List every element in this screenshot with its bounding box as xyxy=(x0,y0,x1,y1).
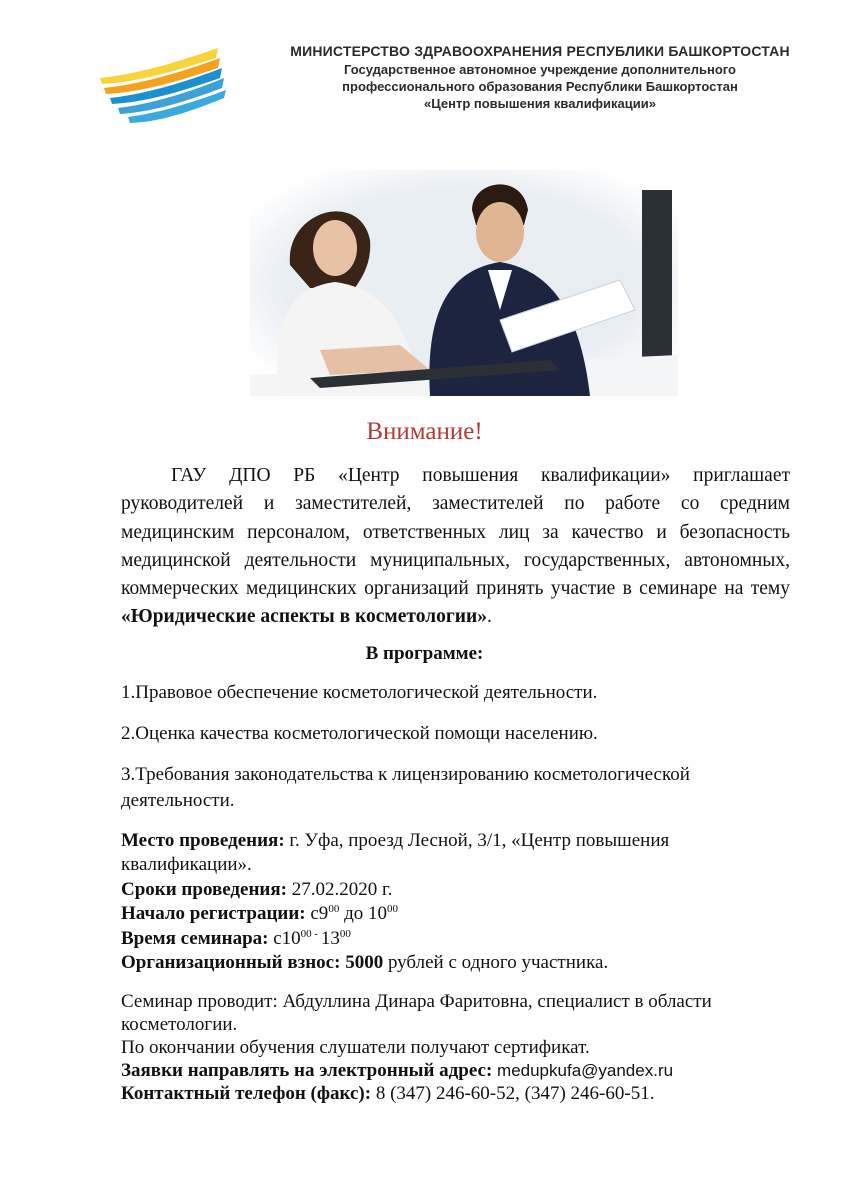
venue-value: г. Уфа, проезд Лесной, 3/1, «Центр повышения квалификации». xyxy=(121,830,670,876)
time-from: с10 xyxy=(268,927,301,949)
dates-line xyxy=(121,878,790,902)
dates-label: Сроки проведения: xyxy=(121,878,287,900)
photo-illustration xyxy=(250,170,678,396)
registration-line xyxy=(121,902,790,926)
org-line-2: профессионального образования Республики Башкортостан xyxy=(342,79,738,94)
phone-value: 8 (347) 246-60-52, (347) 246-60-51. xyxy=(371,1083,655,1104)
time-to-min: 00 xyxy=(339,927,351,940)
fee-amount: 5000 xyxy=(340,952,384,974)
email-link[interactable]: medupkufa@yandex.ru xyxy=(497,1061,674,1080)
fee-label: Организационный взнос: xyxy=(121,952,341,974)
reg-from-min: 00 xyxy=(328,903,340,916)
registration-label: Начало регистрации: xyxy=(121,903,306,925)
reg-from: с9 xyxy=(305,903,329,925)
email-line xyxy=(121,1059,790,1082)
dates-value: 27.02.2020 г. xyxy=(286,878,393,900)
seminar-topic: «Юридические аспекты в косметологии» xyxy=(121,606,487,628)
fee-rest: рублей с одного участника. xyxy=(383,952,609,974)
time-line xyxy=(121,927,790,951)
logo-icon xyxy=(98,44,228,126)
email-label: Заявки направлять на электронный адрес: xyxy=(121,1060,493,1081)
intro-end: . xyxy=(486,606,492,628)
time-to: 13 xyxy=(320,927,340,949)
phone-line xyxy=(121,1082,790,1105)
header xyxy=(250,42,830,112)
time-sep: - xyxy=(311,927,321,940)
program-title: В программе: xyxy=(365,643,484,664)
org-line-3: «Центр повышения квалификации» xyxy=(424,96,656,111)
footer-info xyxy=(121,990,790,1105)
ministry-title: МИНИСТЕРСТВО ЗДРАВООХРАНЕНИЯ РЕСПУБЛИКИ БАШКОРТОСТАН xyxy=(290,43,790,59)
reg-to-min: 00 xyxy=(386,903,398,916)
time-from-min: 00 xyxy=(300,927,312,940)
attention-heading: Внимание! xyxy=(366,418,483,445)
reg-to: до 10 xyxy=(339,903,387,925)
program-item-3: 3.Требования законодательства к лицензированию косметологической деятельности. xyxy=(121,764,690,811)
venue-line xyxy=(121,829,790,878)
program-item-2: 2.Оценка качества косметологической помощи населению. xyxy=(121,723,598,744)
lecturer-line: Семинар проводит: Абдуллина Динара Фаритовна, специалист в области косметологии. xyxy=(121,991,712,1035)
intro-text: ГАУ ДПО РБ «Центр повышения квалификации» приглашает руководителей и заместителей, заместителей по работе со средним медицинским персоналом, ответственных лиц за качество и безопасность медицинской деятельности муниципальных, государственных, автономных, коммерческих медицинских организаций принять участие в семинаре на тему xyxy=(121,465,790,600)
venue-label: Место проведения: xyxy=(121,830,285,851)
program-item-1: 1.Правовое обеспечение косметологической деятельности. xyxy=(121,682,598,703)
event-info xyxy=(121,829,790,975)
intro-paragraph xyxy=(121,462,790,632)
time-label: Время семинара: xyxy=(121,927,269,949)
phone-label: Контактный телефон (факс): xyxy=(121,1083,372,1104)
fee-line xyxy=(121,951,790,975)
certificate-line: По окончании обучения слушатели получают сертификат. xyxy=(121,1037,590,1058)
org-line-1: Государственное автономное учреждение дополнительного xyxy=(344,62,736,77)
